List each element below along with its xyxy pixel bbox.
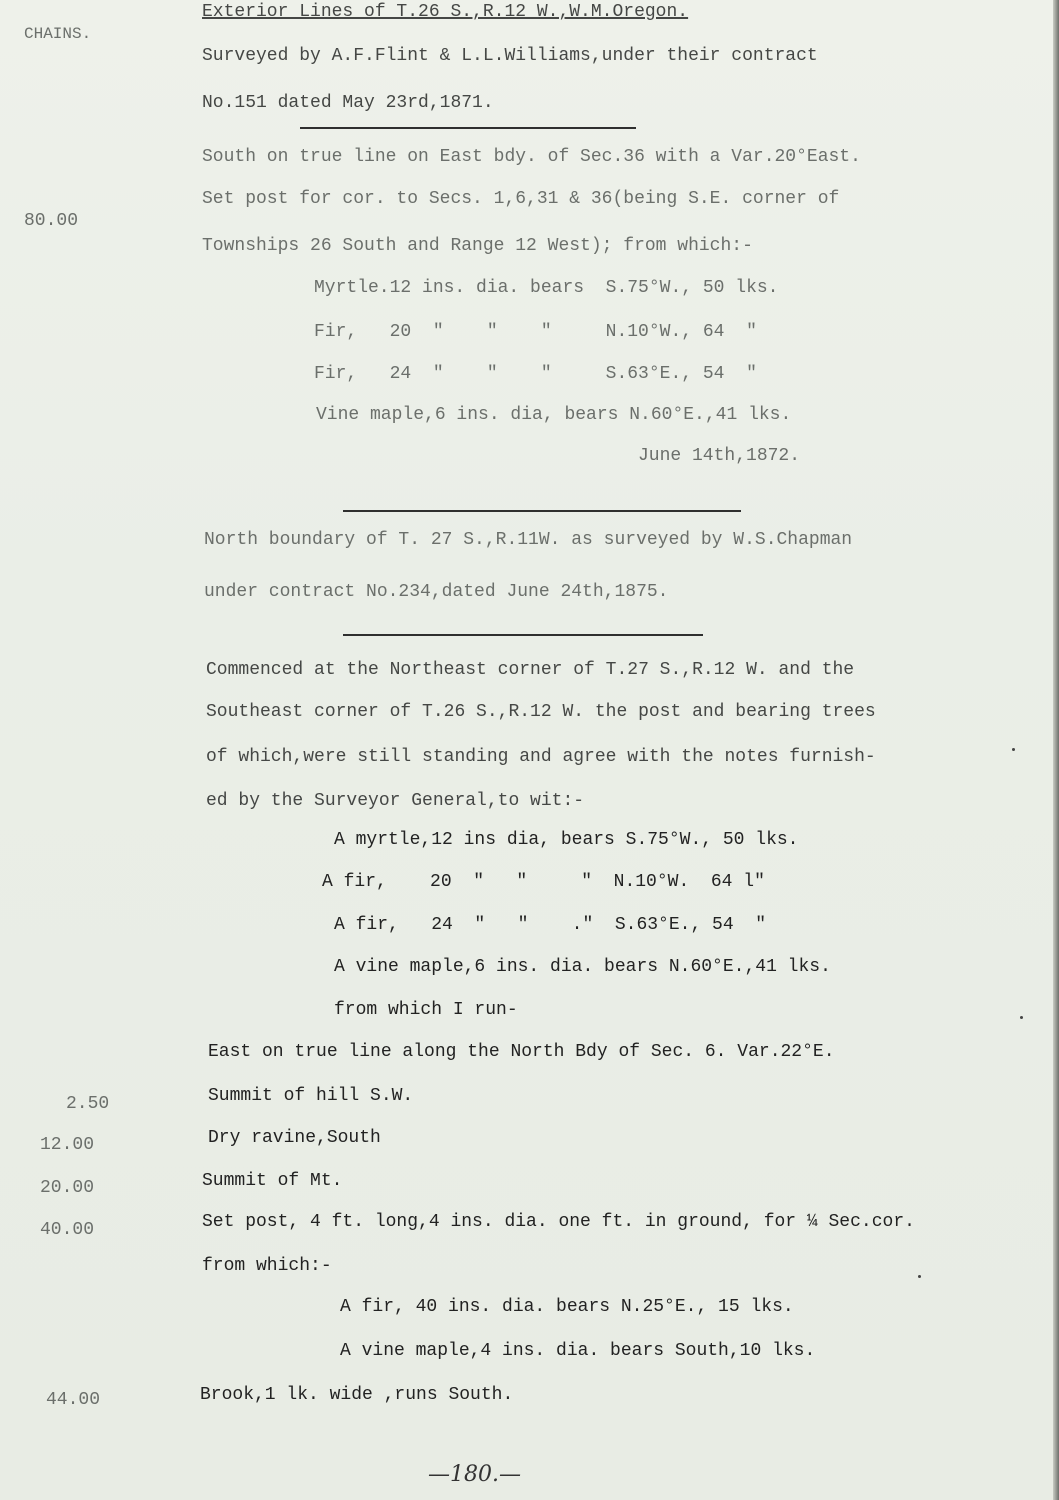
- note-summit-mt: Summit of Mt.: [202, 1171, 343, 1191]
- text-line-13: Commenced at the Northeast corner of T.27 S.,R.12 W. and the: [206, 660, 855, 680]
- bearing-tree-myrtle: Myrtle.12 ins. dia. bears S.75°W., 50 lks.: [314, 278, 779, 298]
- section-rule-1: [300, 127, 636, 129]
- bearing-tree-a-myrtle: A myrtle,12 ins dia, bears S.75°W., 50 lks.: [334, 830, 799, 850]
- bearing-tree-a-fir-24: A fir, 24 " " ." S.63°E., 54 ": [334, 915, 767, 935]
- chains-column-label: CHAINS.: [24, 25, 92, 43]
- section-rule-2: [343, 510, 741, 512]
- page-number: —180.—: [428, 1462, 521, 1487]
- chain-value-12: 12.00: [40, 1135, 95, 1155]
- bearing-tree-fir-24: Fir, 24 " " " S.63°E., 54 ": [314, 364, 757, 384]
- chain-value-44: 44.00: [46, 1390, 101, 1410]
- text-line-from-which: from which I run-: [334, 1000, 518, 1020]
- text-line-15: of which,were still standing and agree with the notes furnish-: [206, 747, 876, 767]
- text-line-3: South on true line on East bdy. of Sec.36 with a Var.20°East.: [202, 147, 861, 167]
- bearing-tree-vine-maple: Vine maple,6 ins. dia, bears N.60°E.,41 lks.: [316, 405, 792, 425]
- text-line-11: North boundary of T. 27 S.,R.11W. as surveyed by W.S.Chapman: [204, 530, 853, 550]
- text-line-5: Townships 26 South and Range 12 West); from which:-: [202, 236, 753, 256]
- document-title: Exterior Lines of T.26 S.,R.12 W.,W.M.Oregon.: [202, 2, 689, 22]
- note-set-post: Set post, 4 ft. long,4 ins. dia. one ft. in ground, for ¼ Sec.cor.: [202, 1212, 915, 1232]
- chain-value-80: 80.00: [24, 211, 79, 231]
- chain-value-40: 40.00: [40, 1220, 95, 1240]
- note-brook: Brook,1 lk. wide ,runs South.: [200, 1385, 514, 1405]
- bearing-tree-a-fir-20: A fir, 20 " " " N.10°W. 64 l": [322, 872, 765, 892]
- chain-value-20: 20.00: [40, 1178, 95, 1198]
- text-line-east: East on true line along the North Bdy of Sec. 6. Var.22°E.: [208, 1042, 835, 1062]
- text-line-4: Set post for cor. to Secs. 1,6,31 & 36(being S.E. corner of: [202, 189, 840, 209]
- bearing-tree-fir-40: A fir, 40 ins. dia. bears N.25°E., 15 lks.: [340, 1297, 794, 1317]
- text-line-12: under contract No.234,dated June 24th,1875.: [204, 582, 669, 602]
- text-line-1: Surveyed by A.F.Flint & L.L.Williams,under their contract: [202, 46, 818, 66]
- bearing-tree-vine-maple-4: A vine maple,4 ins. dia. bears South,10 lks.: [340, 1341, 816, 1361]
- note-dry-ravine: Dry ravine,South: [208, 1128, 381, 1148]
- note-summit-hill: Summit of hill S.W.: [208, 1086, 414, 1106]
- speck-mark: [1020, 1016, 1023, 1019]
- text-line-14: Southeast corner of T.26 S.,R.12 W. the post and bearing trees: [206, 702, 876, 722]
- survey-date: June 14th,1872.: [638, 446, 801, 466]
- speck-mark: [1012, 748, 1015, 751]
- bearing-tree-fir-20: Fir, 20 " " " N.10°W., 64 ": [314, 322, 757, 342]
- speck-mark: [918, 1275, 921, 1278]
- chain-value-2-50: 2.50: [66, 1094, 110, 1114]
- text-line-2: No.151 dated May 23rd,1871.: [202, 93, 494, 113]
- note-from-which: from which:-: [202, 1256, 332, 1276]
- page-edge-shadow: [1053, 0, 1059, 1500]
- bearing-tree-a-vine-maple: A vine maple,6 ins. dia. bears N.60°E.,41 lks.: [334, 957, 831, 977]
- text-line-16: ed by the Surveyor General,to wit:-: [206, 791, 585, 811]
- section-rule-3: [343, 634, 703, 636]
